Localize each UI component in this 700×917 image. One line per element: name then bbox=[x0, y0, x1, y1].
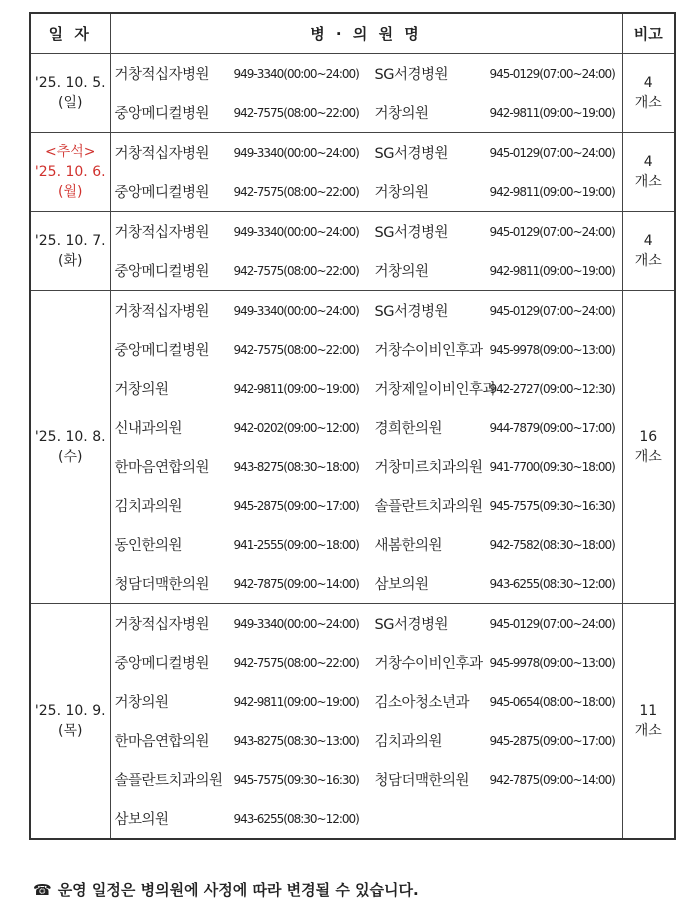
hospital-phone: 945-9978(09:00~13:00) bbox=[489, 342, 615, 357]
hospital-phone: 941-2555(09:00~18:00) bbox=[233, 537, 359, 552]
day-row bbox=[30, 133, 675, 212]
day-row bbox=[30, 212, 675, 291]
hospital-phone: 944-7879(09:00~17:00) bbox=[489, 420, 615, 435]
hospital-phone: 943-6255(08:30~12:00) bbox=[489, 576, 615, 591]
day-row bbox=[30, 291, 675, 604]
hospital-phone: 949-3340(00:00~24:00) bbox=[233, 145, 359, 160]
count-line: 개소 bbox=[634, 174, 662, 190]
hospital-row bbox=[111, 447, 622, 486]
date-cell bbox=[30, 133, 110, 212]
hospital-name: 거창미르치과의원 bbox=[374, 460, 483, 476]
schedule-table bbox=[29, 12, 676, 840]
hospital-phone: 949-3340(00:00~24:00) bbox=[233, 66, 359, 81]
hospital-phone: 949-3340(00:00~24:00) bbox=[233, 616, 359, 631]
count-line: 개소 bbox=[634, 723, 662, 739]
header-row bbox=[30, 13, 675, 54]
date-line: (수) bbox=[58, 449, 83, 465]
hospital-row bbox=[111, 486, 622, 525]
hospital-name: 거창수이비인후과 bbox=[374, 656, 483, 672]
facility-count bbox=[622, 133, 675, 212]
hospital-name: SG서경병원 bbox=[374, 225, 448, 241]
date-line: '25. 10. 5. bbox=[34, 75, 106, 91]
hospital-phone: 945-0129(07:00~24:00) bbox=[489, 66, 615, 81]
hospital-row bbox=[111, 369, 622, 408]
hospital-name: 삼보의원 bbox=[374, 577, 429, 593]
count-line: 4 bbox=[643, 75, 653, 91]
hospital-name: 거창적십자병원 bbox=[114, 146, 210, 162]
hospital-name: 솔플란트치과의원 bbox=[114, 773, 223, 789]
hospital-row bbox=[111, 643, 622, 682]
hospital-row bbox=[111, 330, 622, 369]
phone-icon: ☎ bbox=[33, 881, 52, 899]
hospital-list bbox=[110, 604, 622, 840]
hospital-row bbox=[111, 408, 622, 447]
header-hospitals: 병 · 의 원 명 bbox=[110, 13, 622, 54]
hospital-row bbox=[111, 54, 622, 93]
count-line: 4 bbox=[643, 233, 653, 249]
hospital-name: 경희한의원 bbox=[374, 421, 443, 437]
hospital-name: 중앙메디컬병원 bbox=[114, 264, 210, 280]
date-line: '25. 10. 6. bbox=[34, 164, 106, 180]
date-line: '25. 10. 8. bbox=[34, 429, 106, 445]
facility-count bbox=[622, 604, 675, 840]
hospital-name: 중앙메디컬병원 bbox=[114, 656, 210, 672]
hospital-phone: 942-7575(08:00~22:00) bbox=[233, 263, 359, 278]
hospital-row bbox=[111, 525, 622, 564]
date-line: <추석> bbox=[44, 144, 96, 160]
hospital-phone: 945-0129(07:00~24:00) bbox=[489, 616, 615, 631]
date-cell bbox=[30, 54, 110, 133]
hospital-row bbox=[111, 604, 622, 643]
hospital-phone: 945-2875(09:00~17:00) bbox=[233, 498, 359, 513]
hospital-row bbox=[111, 682, 622, 721]
hospital-list bbox=[110, 212, 622, 291]
date-cell bbox=[30, 291, 110, 604]
hospital-name: 신내과의원 bbox=[114, 421, 183, 437]
hospital-name: 거창의원 bbox=[374, 106, 429, 122]
hospital-phone: 941-7700(09:30~18:00) bbox=[489, 459, 615, 474]
day-row bbox=[30, 604, 675, 840]
footer-notice bbox=[33, 879, 419, 900]
hospital-row bbox=[111, 291, 622, 330]
hospital-phone: 945-0654(08:00~18:00) bbox=[489, 694, 615, 709]
hospital-list bbox=[110, 133, 622, 212]
hospital-phone: 942-7575(08:00~22:00) bbox=[233, 105, 359, 120]
date-cell bbox=[30, 212, 110, 291]
hospital-row bbox=[111, 133, 622, 172]
hospital-phone: 943-8275(08:30~13:00) bbox=[233, 733, 359, 748]
hospital-phone: 942-9811(09:00~19:00) bbox=[233, 694, 359, 709]
facility-count bbox=[622, 54, 675, 133]
hospital-name: 김치과의원 bbox=[374, 734, 443, 750]
day-row bbox=[30, 54, 675, 133]
hospital-list bbox=[110, 54, 622, 133]
hospital-phone: 945-7575(09:30~16:30) bbox=[489, 498, 615, 513]
hospital-name: 중앙메디컬병원 bbox=[114, 343, 210, 359]
hospital-name: 거창적십자병원 bbox=[114, 225, 210, 241]
hospital-name: 새봄한의원 bbox=[374, 538, 443, 554]
hospital-phone: 942-2727(09:00~12:30) bbox=[489, 381, 615, 396]
hospital-phone: 945-0129(07:00~24:00) bbox=[489, 145, 615, 160]
hospital-name: 김치과의원 bbox=[114, 499, 183, 515]
hospital-name: 거창적십자병원 bbox=[114, 304, 210, 320]
hospital-row bbox=[111, 251, 622, 290]
hospital-name: 거창적십자병원 bbox=[114, 67, 210, 83]
hospital-name: 청담더맥한의원 bbox=[374, 773, 470, 789]
hospital-row bbox=[111, 93, 622, 132]
hospital-phone: 943-6255(08:30~12:00) bbox=[233, 811, 359, 826]
facility-count bbox=[622, 212, 675, 291]
date-line: '25. 10. 9. bbox=[34, 703, 106, 719]
count-line: 4 bbox=[643, 154, 653, 170]
count-line: 16 bbox=[639, 429, 658, 445]
hospital-name: 거창의원 bbox=[114, 382, 169, 398]
hospital-name: SG서경병원 bbox=[374, 146, 448, 162]
hospital-name: 한마음연합의원 bbox=[114, 460, 210, 476]
hospital-name: 한마음연합의원 bbox=[114, 734, 210, 750]
count-line: 개소 bbox=[634, 95, 662, 111]
hospital-row bbox=[111, 172, 622, 211]
count-line: 개소 bbox=[634, 253, 662, 269]
hospital-phone: 942-0202(09:00~12:00) bbox=[233, 420, 359, 435]
hospital-phone: 945-0129(07:00~24:00) bbox=[489, 224, 615, 239]
date-line: '25. 10. 7. bbox=[34, 233, 106, 249]
hospital-phone: 943-8275(08:30~18:00) bbox=[233, 459, 359, 474]
hospital-name: 동인한의원 bbox=[114, 538, 183, 554]
hospital-phone: 942-9811(09:00~19:00) bbox=[489, 184, 615, 199]
date-line: (화) bbox=[58, 253, 83, 269]
hospital-name: 거창적십자병원 bbox=[114, 617, 210, 633]
hospital-name: 거창제일이비인후과 bbox=[374, 382, 497, 398]
hospital-name: 거창의원 bbox=[374, 264, 429, 280]
count-line: 11 bbox=[639, 703, 658, 719]
hospital-phone: 942-7575(08:00~22:00) bbox=[233, 342, 359, 357]
hospital-name: 거창의원 bbox=[374, 185, 429, 201]
date-line: (일) bbox=[58, 95, 83, 111]
hospital-name: 중앙메디컬병원 bbox=[114, 106, 210, 122]
hospital-row bbox=[111, 212, 622, 251]
facility-count bbox=[622, 291, 675, 604]
hospital-phone: 945-2875(09:00~17:00) bbox=[489, 733, 615, 748]
hospital-name: 거창의원 bbox=[114, 695, 169, 711]
hospital-phone: 949-3340(00:00~24:00) bbox=[233, 224, 359, 239]
hospital-phone: 942-7875(09:00~14:00) bbox=[233, 576, 359, 591]
hospital-list bbox=[110, 291, 622, 604]
header-note: 비고 bbox=[622, 13, 675, 54]
hospital-phone: 942-7582(08:30~18:00) bbox=[489, 537, 615, 552]
hospital-name: 중앙메디컬병원 bbox=[114, 185, 210, 201]
hospital-phone: 942-9811(09:00~19:00) bbox=[489, 263, 615, 278]
hospital-name: 솔플란트치과의원 bbox=[374, 499, 483, 515]
header-date: 일 자 bbox=[30, 13, 110, 54]
hospital-phone: 945-7575(09:30~16:30) bbox=[233, 772, 359, 787]
hospital-name: 청담더맥한의원 bbox=[114, 577, 210, 593]
hospital-row bbox=[111, 564, 622, 603]
hospital-phone: 942-7575(08:00~22:00) bbox=[233, 184, 359, 199]
hospital-phone: 942-7575(08:00~22:00) bbox=[233, 655, 359, 670]
hospital-phone: 942-9811(09:00~19:00) bbox=[233, 381, 359, 396]
hospital-phone: 949-3340(00:00~24:00) bbox=[233, 303, 359, 318]
hospital-phone: 942-9811(09:00~19:00) bbox=[489, 105, 615, 120]
hospital-name: 삼보의원 bbox=[114, 812, 169, 828]
count-line: 개소 bbox=[634, 449, 662, 465]
hospital-name: 김소아청소년과 bbox=[374, 695, 470, 711]
hospital-phone: 945-0129(07:00~24:00) bbox=[489, 303, 615, 318]
hospital-row bbox=[111, 721, 622, 760]
hospital-name: SG서경병원 bbox=[374, 67, 448, 83]
date-line: (월) bbox=[58, 184, 83, 200]
hospital-row bbox=[111, 799, 622, 838]
date-cell bbox=[30, 604, 110, 840]
hospital-row bbox=[111, 760, 622, 799]
footer-text: 운영 일정은 병의원에 사정에 따라 변경될 수 있습니다. bbox=[57, 881, 419, 899]
date-line: (목) bbox=[58, 723, 83, 739]
hospital-name: SG서경병원 bbox=[374, 304, 448, 320]
hospital-phone: 942-7875(09:00~14:00) bbox=[489, 772, 615, 787]
hospital-phone: 945-9978(09:00~13:00) bbox=[489, 655, 615, 670]
hospital-name: 거창수이비인후과 bbox=[374, 343, 483, 359]
hospital-name: SG서경병원 bbox=[374, 617, 448, 633]
